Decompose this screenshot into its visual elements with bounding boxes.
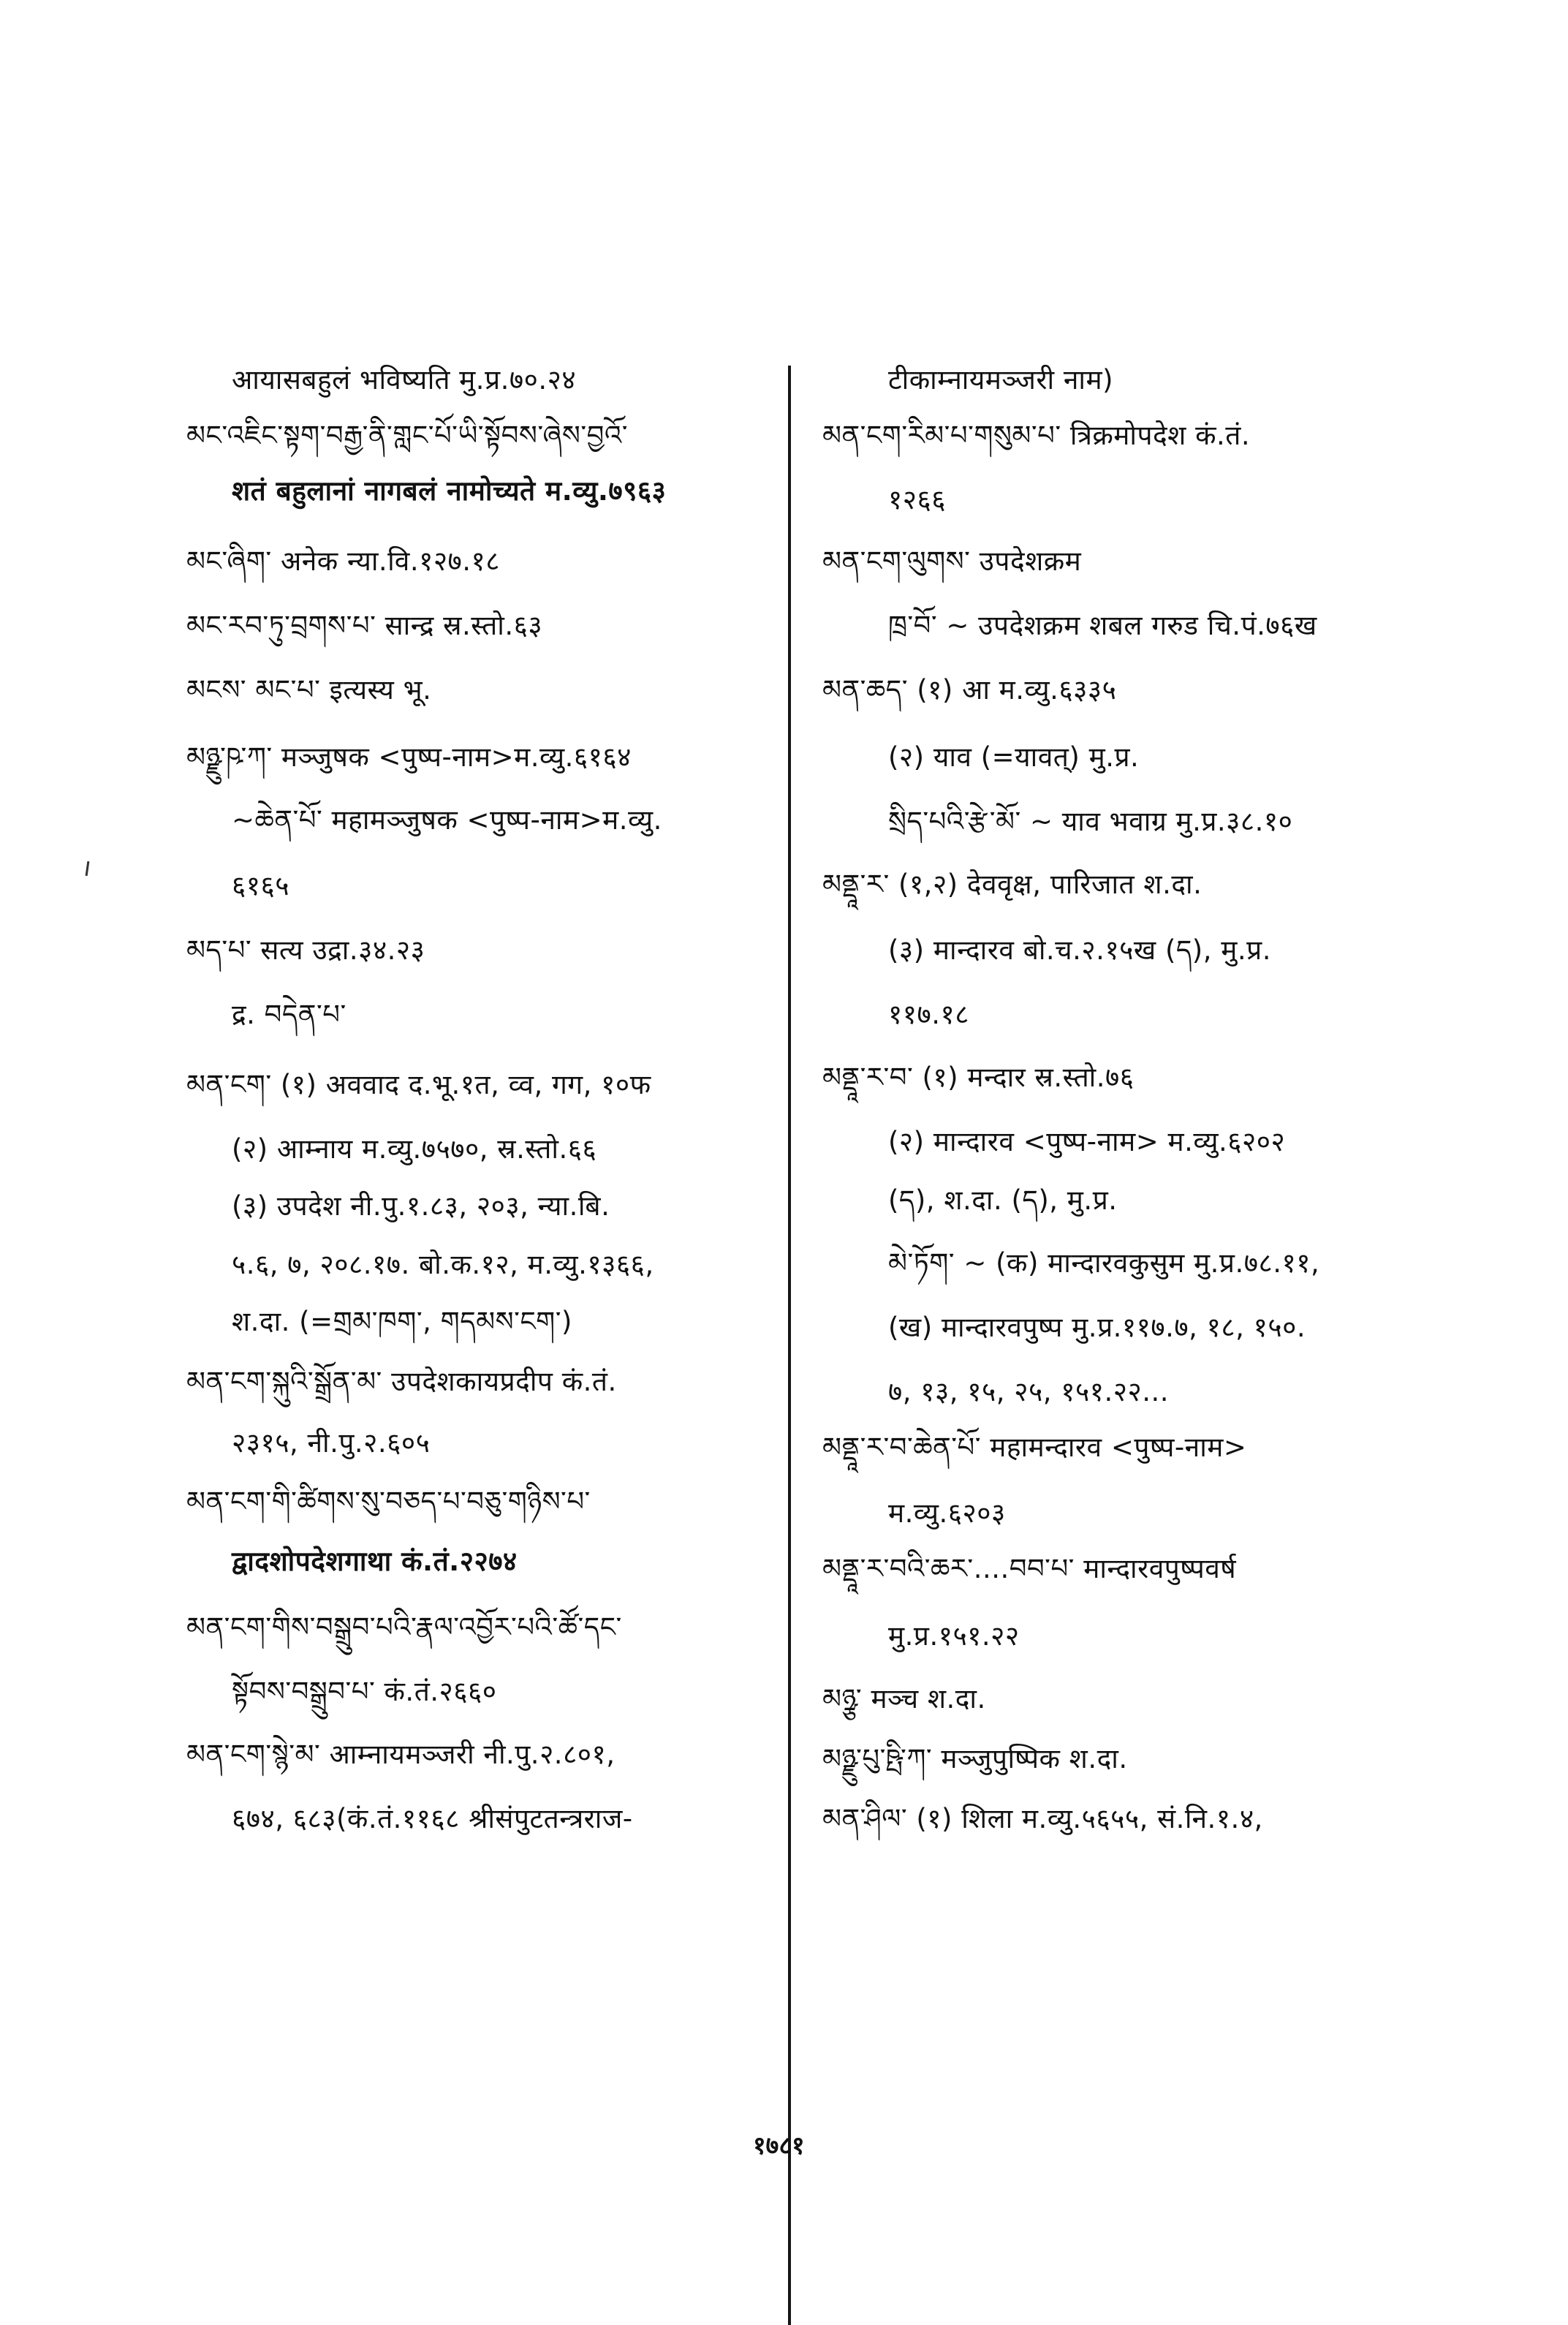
entry-line: श.दा. (=གྲམ་ཁག་, གདམས་ངག་) xyxy=(232,1306,572,1337)
entry-line: टीकाम्नायमञ्जरी नाम) xyxy=(888,364,1114,396)
entry-line: མངས་ མང་པ་ इत्यस्य भू. xyxy=(186,674,432,706)
entry-line: མཉྩ་ मञ्च श.दा. xyxy=(822,1683,986,1715)
entry-line: ~ཆེན་པོ་ महामञ्जुषक <पुष्प-नाम>म.व्यु. xyxy=(232,804,662,836)
entry-line: སྲིད་པའི་རྩེ་མོ་ ~ याव भवाग्र मु.प्र.३८.१० xyxy=(888,806,1293,837)
entry-line: ७, १३, १५, २५, १५१.२२... xyxy=(888,1376,1170,1407)
entry-line: མནྡཱ་ར་བ་ (१) मन्दार स्र.स्तो.७६ xyxy=(822,1062,1135,1093)
column-divider xyxy=(788,366,791,2325)
entry-line: མན་ངག་གིས་བསྒྲུབ་པའི་རྣལ་འབྱོར་པའི་ཚོ་དང་ xyxy=(186,1611,622,1643)
entry-line: མནྡཱ་ར་ (१,२) देववृक्ष, पारिजात श.दा. xyxy=(822,869,1202,900)
entry-line: མན་ཤིལ་ (१) शिला म.व्यु.५६५५, सं.नि.१.४, xyxy=(822,1803,1263,1834)
entry-line: ११७.१८ xyxy=(888,999,969,1030)
entry-line: १२६६ xyxy=(888,484,946,515)
entry-line: མན་ངག་ལུགས་ उपदेशक्रम xyxy=(822,545,1082,577)
entry-line: མད་པ་ सत्य उद्रा.३४.२३ xyxy=(186,934,425,966)
entry-line: མང་ཞིག་ अनेक न्या.वि.१२७.१८ xyxy=(186,545,501,577)
entry-line: द्र. བདེན་པ་ xyxy=(232,999,346,1030)
entry-line: आयासबहुलं भविष्यति मु.प्र.७०.२४ xyxy=(232,364,577,396)
entry-line: མནྡཱ་ར་བ་ཆེན་པོ་ महामन्दारव <पुष्प-नाम> xyxy=(822,1432,1247,1463)
entry-line: མང་རབ་ཏུ་བྲགས་པ་ सान्द्र स्र.स्तो.६३ xyxy=(186,610,543,641)
entry-line: द्वादशोपदेशगाथा कं.तं.२२७४ xyxy=(232,1546,518,1577)
entry-line: ६७४, ६८३(कं.तं.११६८ श्रीसंपुटतन्त्रराज- xyxy=(232,1803,633,1834)
entry-line: མང་འཇིང་སྟག་བརྒྱ་ནི་གླང་པོ་ཡི་སྟོབས་ཞེས་བྱའོ་ xyxy=(186,420,628,451)
entry-line: མེ་ཏོག་ ~ (क) मान्दारवकुसुम मु.प्र.७८.११, xyxy=(888,1247,1320,1279)
entry-line: མན་ངག་རིམ་པ་གསུམ་པ་ त्रिक्रमोपदेश कं.तं. xyxy=(822,420,1251,451)
entry-line: शतं बहुलानां नागबलं नामोच्यते म.व्यु.७९६३ xyxy=(232,475,667,507)
entry-line: म.व्यु.६२०३ xyxy=(888,1497,1006,1529)
entry-line: མན་ཆད་ (१) आ म.व्यु.६३३५ xyxy=(822,674,1117,706)
margin-mark xyxy=(86,861,90,876)
entry-line: २३१५, नी.पु.२.६०५ xyxy=(232,1427,431,1459)
entry-line: ५.६, ७, २०८.१७. बो.क.१२, म.व्यु.१३६६, xyxy=(232,1249,654,1280)
page-number: १७८१ xyxy=(753,2131,805,2160)
entry-line: སྟོབས་བསྒྲུབ་པ་ कं.तं.२६६० xyxy=(232,1676,497,1707)
entry-line: (२) याव (=यावत्) मु.प्र. xyxy=(888,741,1140,773)
entry-line: མཉྫུ་པུ་ཥྤི་ཀ་ मञ्जुपुष्पिक श.दा. xyxy=(822,1743,1128,1774)
entry-line: མན་ངག་གི་ཚིགས་སུ་བཅད་པ་བཅུ་གཉིས་པ་ xyxy=(186,1486,591,1517)
entry-line: (३) उपदेश नी.पु.१.८३, २०३, न्या.बि. xyxy=(232,1190,610,1222)
entry-line: (२) आम्नाय म.व्यु.७५७०, स्र.स्तो.६६ xyxy=(232,1133,597,1165)
entry-line: (ད), श.दा. (ད), मु.प्र. xyxy=(888,1184,1118,1216)
entry-line: ཁྲ་བོ་ ~ उपदेशक्रम शबल गरुड चि.पं.७६ख xyxy=(888,610,1317,641)
entry-line: (ख) मान्दारवपुष्प मु.प्र.११७.७, १८, १५०. xyxy=(888,1312,1306,1343)
entry-line: མན་ངག་ (१) अववाद द.भू.१त, व्व, गग, १०फ xyxy=(186,1069,651,1100)
entry-line: མན་ངག་སྙེ་མ་ आम्नायमञ्जरी नी.पु.२.८०१, xyxy=(186,1739,616,1770)
entry-line: མཉྫུ་ཥ་ཀ་ मञ्जुषक <पुष्प-नाम>म.व्यु.६१६४ xyxy=(186,741,632,773)
entry-line: (३) मान्दारव बो.च.२.१५ख (ད), मु.प्र. xyxy=(888,934,1271,966)
entry-line: མན་ངག་སྐུའི་སྒྲོན་མ་ उपदेशकायप्रदीप कं.तं. xyxy=(186,1366,617,1397)
entry-line: मु.प्र.१५१.२२ xyxy=(888,1620,1020,1652)
entry-line: (२) मान्दारव <पुष्प-नाम> म.व्यु.६२०२ xyxy=(888,1126,1286,1157)
entry-line: མནྡཱ་ར་བའི་ཆར་....བབ་པ་ मान्दारवपुष्पवर्ष xyxy=(822,1553,1237,1584)
entry-line: ६१६५ xyxy=(232,870,289,901)
